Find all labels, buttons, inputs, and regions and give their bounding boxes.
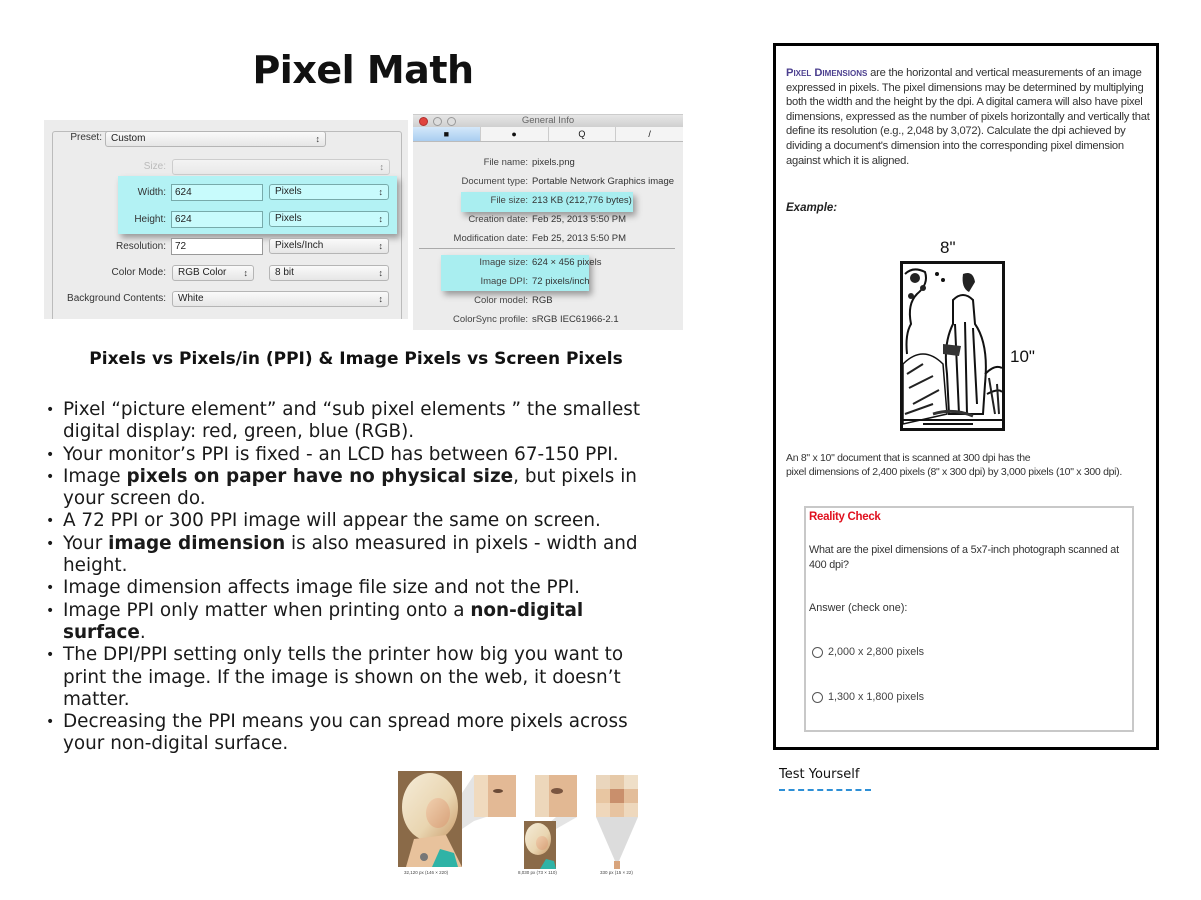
search-icon: Q (578, 129, 586, 139)
info-key: File size: (490, 195, 528, 206)
color-mode-value: RGB Color (178, 267, 227, 278)
window-titlebar (413, 115, 683, 127)
answer-option-1[interactable] (812, 646, 924, 658)
info-row (413, 193, 683, 209)
info-value: Portable Network Graphics image (532, 176, 675, 187)
pixel-resolution-illustration (396, 769, 646, 879)
info-key: Image size: (479, 257, 528, 268)
bullet-item (42, 600, 672, 645)
bullet-item (42, 577, 672, 599)
bullet-item (42, 711, 672, 756)
info-key: Document type: (461, 176, 528, 187)
info-row (413, 293, 683, 309)
pixel-dimensions-intro (786, 66, 1154, 168)
bullet-item (42, 466, 672, 511)
bullet-item (42, 510, 672, 532)
pixel-comparison-images (396, 769, 646, 879)
height-dimension-label: 10" (1010, 347, 1035, 366)
info-value: 213 KB (212,776 bytes) (532, 195, 632, 206)
info-row (413, 212, 683, 228)
info-tabs (413, 127, 683, 142)
resolution-input[interactable]: 72 (171, 238, 263, 255)
preset-value: Custom (111, 133, 146, 144)
info-key: ColorSync profile: (453, 314, 528, 325)
color-mode-label: Color Mode: (111, 267, 166, 278)
pixel-dimensions-panel (773, 43, 1159, 750)
width-input[interactable]: 624 (171, 184, 263, 201)
pencil-icon: / (648, 129, 651, 139)
photo-low-resolution (614, 861, 620, 869)
bit-depth-value: 8 bit (275, 267, 294, 278)
background-contents-value: White (178, 293, 204, 304)
preset-label: Preset: (56, 132, 104, 143)
stepper-arrows-icon: ↕ (378, 294, 383, 304)
reality-check-title: Reality Check (809, 511, 881, 523)
height-label: Height: (134, 214, 166, 225)
bullet-item (42, 533, 672, 578)
info-row (413, 255, 683, 271)
info-row (413, 155, 683, 171)
bullet-emphasis: non-digital surface (63, 599, 584, 643)
pixel-dimensions-definition: are the horizontal and vertical measurements of an image expressed in pixels. The pixel dimensions may be determined by multiplying both the width and the height by the dpi. A digital camera will also have pixel dimensions, expressed as the number of pixels horizontally and vertically that define its resolution (e.g., 2,048 by 3,072). Calculate the dpi achieved by dividing a document's dimension into the corresponding pixel dimension against which it is aligned. (786, 67, 1150, 167)
info-row (413, 231, 683, 247)
bullet-text: Image PPI only matter when printing onto a (63, 599, 471, 621)
example-description (786, 451, 1158, 480)
reality-check-question: What are the pixel dimensions of a 5x7-inch photograph scanned at 400 dpi? (809, 544, 1119, 571)
resolution-unit-value: Pixels/Inch (275, 240, 324, 251)
bullet-list (42, 399, 672, 756)
divider (419, 248, 675, 249)
height-unit-select[interactable] (269, 211, 389, 227)
width-unit-select[interactable] (269, 184, 389, 200)
window-title: General Info (521, 115, 575, 126)
caption-full: 32,120 px (146 × 220) (404, 870, 449, 875)
tab-more-info[interactable] (481, 127, 549, 141)
new-document-dialog-screenshot (44, 120, 408, 319)
background-contents-select[interactable] (172, 291, 389, 307)
stepper-arrows-icon: ↕ (315, 134, 320, 144)
info-key: File name: (483, 157, 528, 168)
info-row (413, 174, 683, 190)
bullet-text: Image (63, 465, 127, 487)
resolution-label: Resolution: (115, 241, 166, 252)
bullet-text: Decreasing the PPI means you can spread more pixels across your non-digital surface. (63, 711, 628, 755)
tab-inspect[interactable] (549, 127, 617, 141)
test-yourself-link[interactable]: Test Yourself (779, 767, 860, 782)
bullet-text: Pixel “picture element” and “sub pixel elements ” the smallest digital display: red, green, blue (RGB). (63, 399, 641, 443)
info-value: 72 pixels/inch (532, 276, 590, 287)
bullet-text: Image dimension affects image file size and not the PPI. (63, 577, 580, 599)
stepper-arrows-icon: ↕ (378, 214, 383, 224)
bullet-text: is also measured in pixels - width and height. (63, 532, 638, 577)
radio-button-icon[interactable] (812, 692, 823, 703)
preset-select[interactable] (105, 131, 326, 147)
tab-edit[interactable] (616, 127, 683, 141)
resolution-unit-select[interactable] (269, 238, 389, 254)
stepper-arrows-icon: ↕ (243, 268, 248, 278)
slide-title: Pixel Math (252, 48, 474, 92)
answer-option-label: 2,000 x 2,800 pixels (828, 646, 925, 658)
stepper-arrows-icon: ↕ (378, 241, 383, 251)
pixel-dimensions-term: Pixel Dimensions (786, 67, 868, 79)
info-row (413, 312, 683, 328)
bullet-text: , but pixels in your screen do. (63, 465, 637, 510)
example-description-line-2: pixel dimensions of 2,400 pixels (8" x 300 dpi) by 3,000 pixels (10" x 300 dpi). (786, 466, 1122, 479)
width-dimension-label: 8" (940, 238, 956, 257)
size-select (172, 159, 390, 175)
info-key: Image DPI: (480, 276, 528, 287)
bullet-emphasis: image dimension (108, 532, 286, 554)
bullet-text: . (139, 621, 146, 643)
answer-option-2[interactable] (812, 691, 924, 703)
general-info-window-screenshot (413, 114, 683, 330)
height-input[interactable]: 624 (171, 211, 263, 228)
bullet-text: A 72 PPI or 300 PPI image will appear the same on screen. (63, 510, 601, 532)
background-contents-label: Background Contents: (67, 293, 166, 304)
info-key: Modification date: (453, 233, 528, 244)
radio-button-icon[interactable] (812, 647, 823, 658)
bullet-text: Your (63, 532, 109, 554)
example-description-line-1: An 8" x 10" document that is scanned at 300 dpi has the (786, 452, 1031, 464)
bullet-item (42, 644, 672, 711)
width-label: Width: (137, 187, 166, 198)
document-icon: ■ (443, 129, 450, 139)
stepper-arrows-icon: ↕ (378, 268, 383, 278)
bullet-item (42, 399, 672, 444)
info-icon: ● (511, 129, 517, 139)
bullet-text: Your monitor’s PPI is fixed - an LCD has between 67-150 PPI. (63, 443, 619, 465)
caption-medium: 8,030 px (73 × 110) (518, 870, 557, 875)
answer-option-label: 1,300 x 1,800 pixels (828, 691, 925, 703)
bullet-text: The DPI/PPI setting only tells the printer how big you want to print the image. If the image is shown on the web, it doesn’t matter. (63, 644, 624, 710)
caption-low: 330 px (15 × 22) (600, 870, 633, 875)
width-unit-value: Pixels (275, 186, 302, 197)
woodcut-illustration (900, 261, 1005, 431)
answer-prompt: Answer (check one): (809, 602, 908, 614)
info-value: 624 × 456 pixels (532, 257, 602, 268)
pixelated-crop-low (596, 775, 638, 817)
height-unit-value: Pixels (275, 213, 302, 224)
info-value: pixels.png (532, 157, 575, 168)
info-value: sRGB IEC61966-2.1 (532, 314, 619, 325)
example-label: Example: (786, 202, 838, 214)
stepper-arrows-icon: ↕ (379, 162, 384, 172)
info-value: RGB (532, 295, 553, 306)
section-subtitle: Pixels vs Pixels/in (PPI) & Image Pixels vs Screen Pixels (89, 349, 623, 369)
stepper-arrows-icon: ↕ (378, 187, 383, 197)
bullet-emphasis: pixels on paper have no physical size (126, 465, 514, 487)
info-value: Feb 25, 2013 5:50 PM (532, 233, 627, 244)
info-row (413, 274, 683, 290)
color-mode-select[interactable] (172, 265, 254, 281)
bullet-item (42, 444, 672, 466)
tab-general[interactable] (413, 127, 481, 141)
bit-depth-select[interactable] (269, 265, 389, 281)
info-key: Creation date: (468, 214, 528, 225)
photo-medium-resolution (524, 821, 556, 869)
info-key: Color model: (474, 295, 528, 306)
test-yourself-underline (779, 789, 871, 791)
photo-full-resolution (398, 771, 462, 867)
info-value: Feb 25, 2013 5:50 PM (532, 214, 627, 225)
size-label: Size: (143, 161, 166, 172)
reality-check-box (804, 506, 1134, 732)
